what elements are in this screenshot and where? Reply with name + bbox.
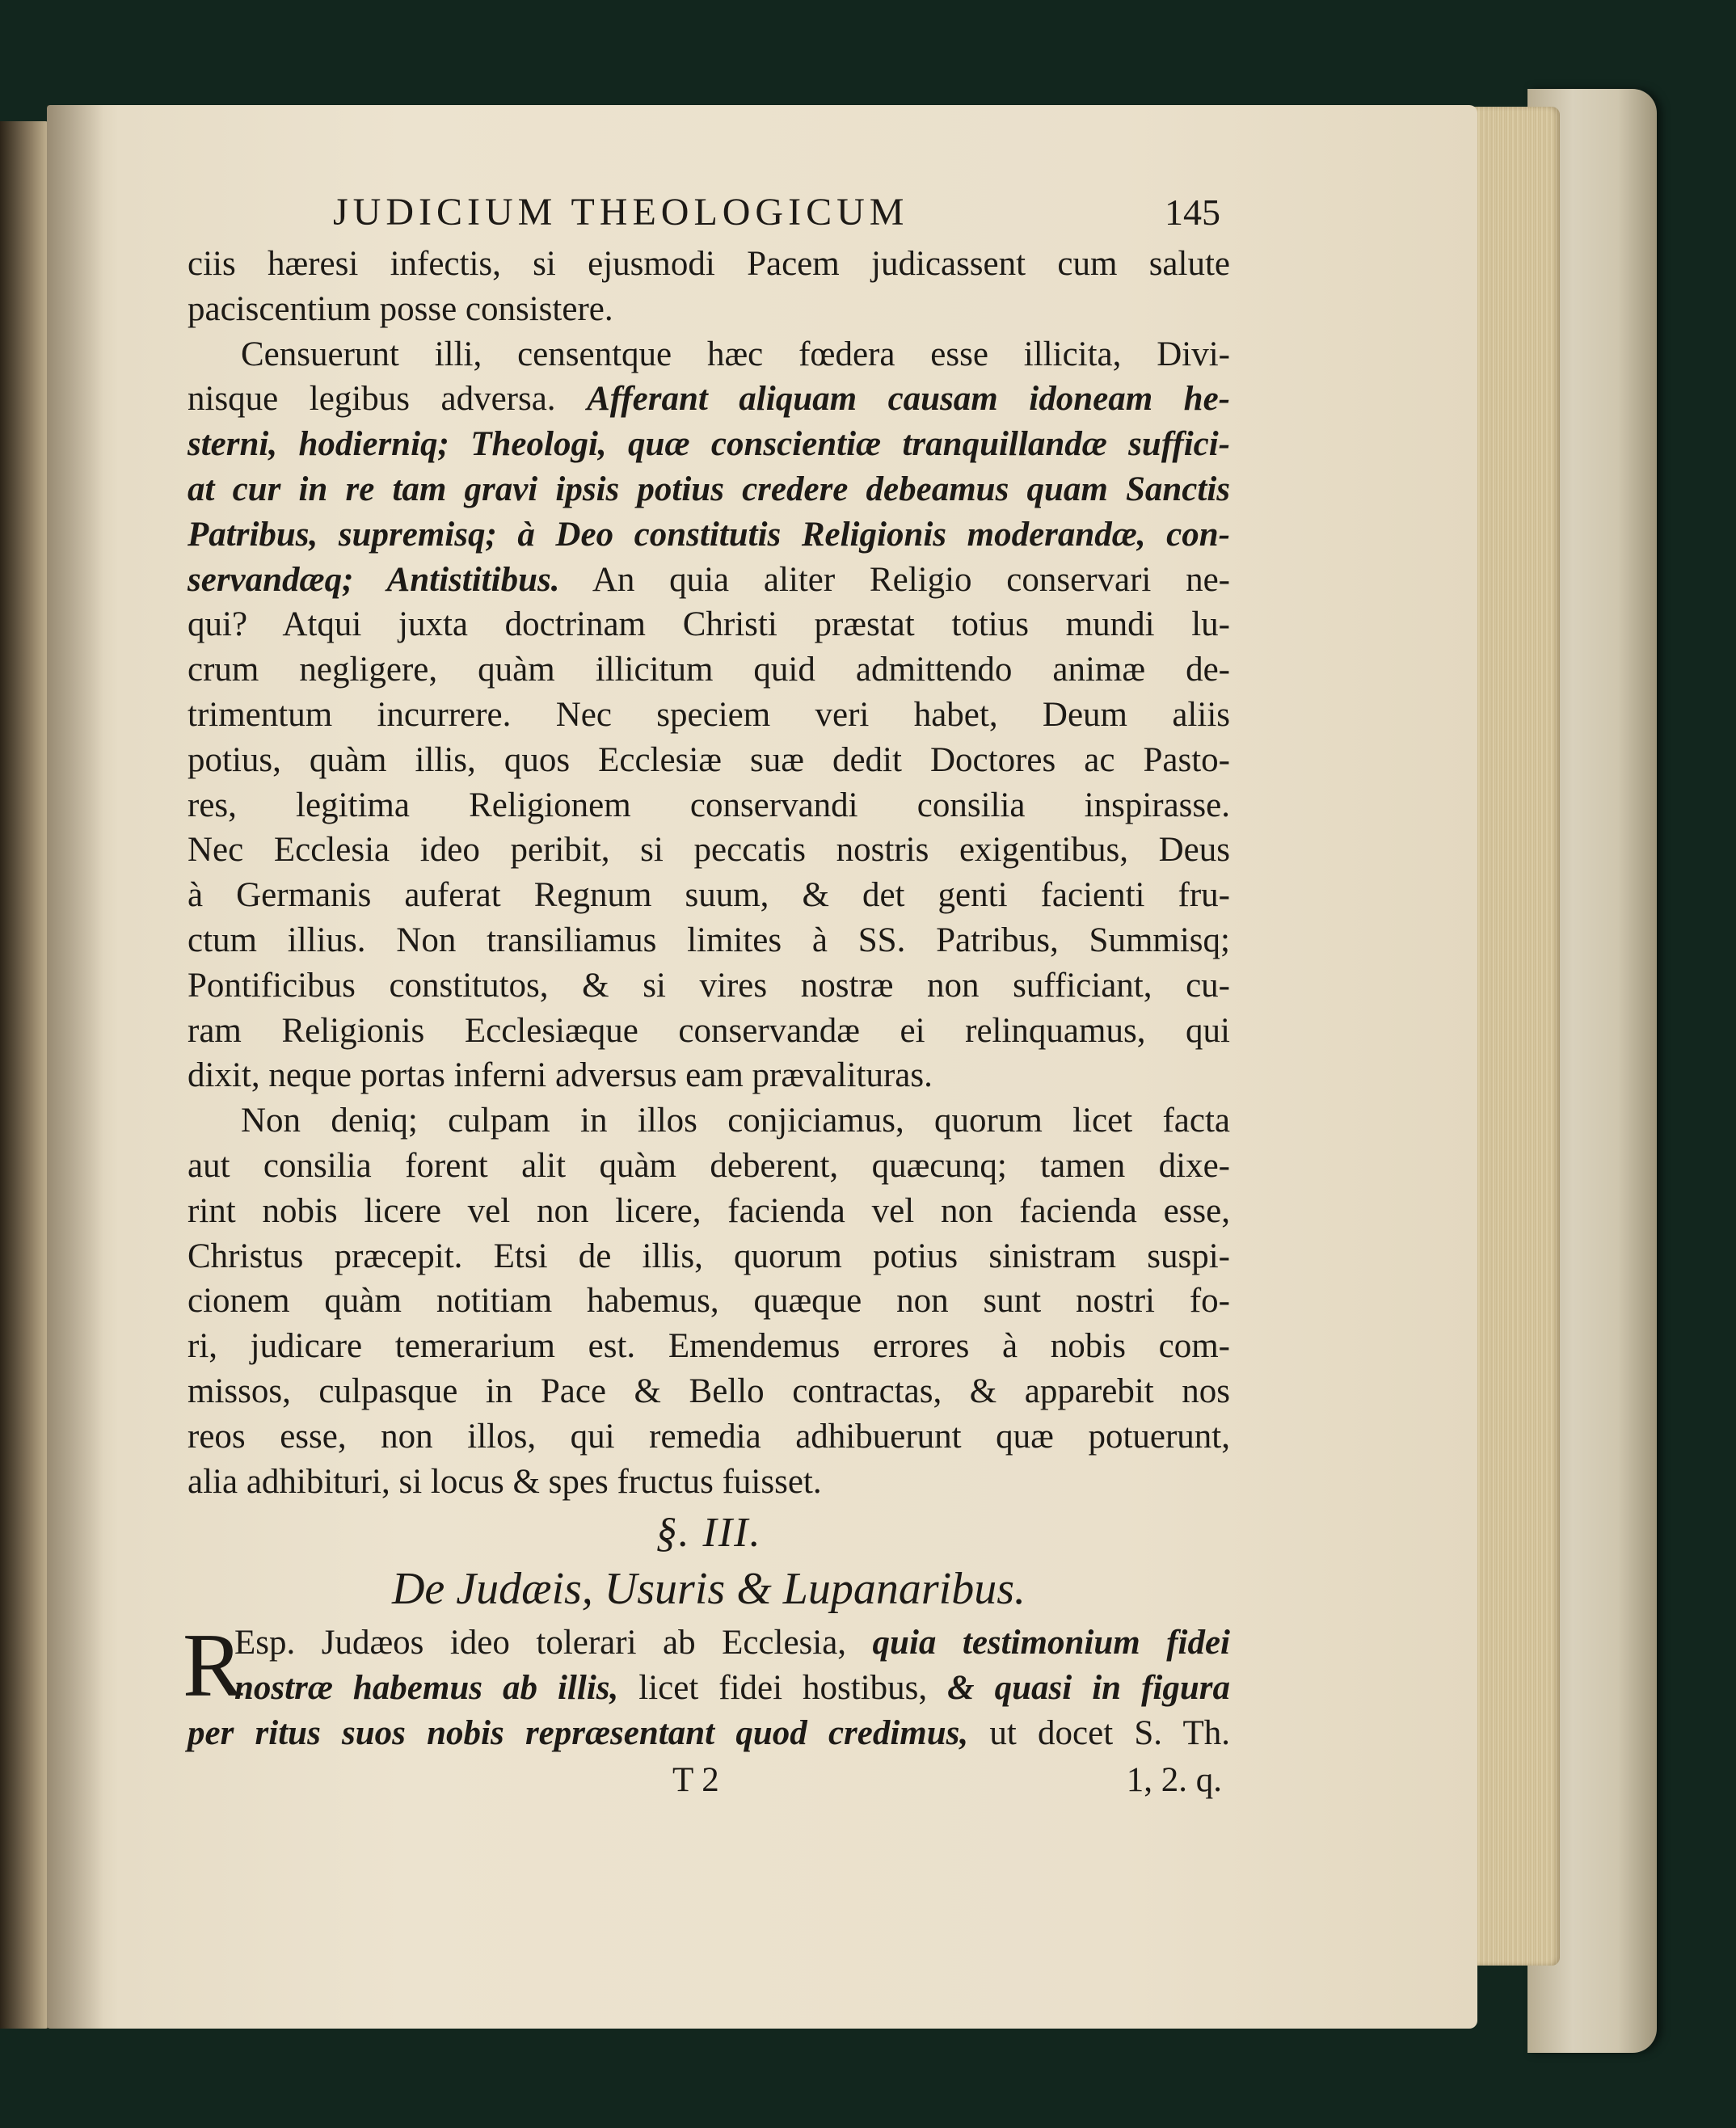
text-line: ciis hæresi infectis, si ejusmodi Pacem judicassent cum salute: [188, 245, 1230, 283]
roman-span: à Germanis auferat Regnum suum, & det genti facienti fru-: [188, 876, 1230, 915]
response-paragraph: [183, 1616, 1230, 1755]
page-header: [188, 190, 1230, 238]
roman-span: ram Religionis Ecclesiæque conservandæ ei relinquamus, qui: [188, 1011, 1230, 1050]
text-line: cionem quàm notitiam habemus, quæque non sunt nostri fo-: [188, 1282, 1230, 1321]
text-line: aut consilia forent alit quàm deberent, quæcunq; tamen dixe-: [188, 1146, 1230, 1185]
italic-span: quia testimonium fidei: [872, 1624, 1230, 1662]
text-line: Non deniq; culpam in illos conjiciamus, quorum licet facta: [241, 1102, 1230, 1140]
text-line: [188, 647, 1230, 693]
signature-mark: T 2: [672, 1760, 719, 1799]
roman-span: ctum illius. Non transiliamus limites à SS. Patribus, Summisq;: [188, 921, 1230, 959]
text-line: [188, 828, 1230, 873]
text-line: paciscentium posse consistere.: [188, 289, 613, 328]
running-head: JUDICIUM THEOLOGICUM: [333, 191, 909, 234]
roman-span: licet fidei hostibus,: [638, 1668, 948, 1707]
roman-span: An quia aliter Religio conservari ne-: [559, 560, 1230, 599]
text-line: [188, 512, 1230, 558]
text-line: reos esse, non illos, qui remedia adhibuerunt quæ potuerunt,: [188, 1417, 1230, 1456]
text-line: [188, 693, 1230, 738]
text-line: [234, 1666, 1230, 1711]
section-title: De Judæis, Usuris & Lupanaribus.: [391, 1564, 1026, 1615]
page-text-block: [183, 190, 1230, 1803]
italic-span: sterni, hodierniq; Theologi, quæ conscientiæ tranquillandæ suffici-: [188, 425, 1230, 464]
gutter-shadow: [47, 105, 103, 2029]
response-lines: [188, 1620, 1230, 1755]
paragraph-3: [188, 1098, 1230, 1504]
text-line: missos, culpasque in Pace & Bello contractas, & apparebit nos: [188, 1372, 1230, 1410]
roman-span: nisque legibus adversa.: [188, 380, 588, 419]
roman-span: crum negligere, quàm illicitum quid admittendo animæ de-: [188, 651, 1230, 689]
roman-span: trimentum incurrere. Nec speciem veri habet, Deum aliis: [188, 695, 1230, 734]
roman-span: potius, quàm illis, quos Ecclesiæ suæ dedit Doctores ac Pasto-: [188, 740, 1230, 779]
italic-span: servandæq; Antistitibus.: [188, 560, 560, 599]
catchword: 1, 2. q.: [1126, 1760, 1222, 1799]
text-line: [188, 377, 1230, 422]
text-line: rint nobis licere vel non licere, facienda vel non facienda esse,: [188, 1191, 1230, 1230]
text-line: [234, 1620, 1230, 1666]
text-line: [188, 332, 1230, 377]
page-number: 145: [1165, 192, 1220, 233]
text-line: alia adhibituri, si locus & spes fructus fuisset.: [188, 1462, 822, 1501]
text-line: [188, 1711, 1230, 1756]
text-line: ri, judicare temerarium est. Emendemus errores à nobis com-: [188, 1327, 1230, 1366]
italic-span: & quasi in figura: [947, 1668, 1230, 1707]
italic-span: per ritus suos nobis repræsentant quod credimus,: [188, 1713, 990, 1752]
text-line: [188, 467, 1230, 512]
section-number: §. III.: [655, 1510, 762, 1557]
drop-cap: R: [183, 1616, 243, 1717]
roman-span: Esp. Judæos ideo tolerari ab Ecclesia,: [234, 1624, 873, 1662]
text-line: [188, 1053, 1230, 1098]
text-line: [188, 963, 1230, 1009]
text-line: [188, 918, 1230, 963]
paragraph-2: [188, 332, 1230, 1099]
roman-span: Nec Ecclesia ideo peribit, si peccatis nostris exigentibus, Deus: [188, 831, 1230, 870]
text-line: [188, 783, 1230, 828]
page-footer: [188, 1758, 1230, 1803]
italic-span: Patribus, supremisq; à Deo constitutis Religionis moderandæ, con-: [188, 515, 1230, 554]
text-line: [188, 1009, 1230, 1054]
text-line: [188, 422, 1230, 467]
roman-span: qui? Atqui juxta doctrinam Christi præstat totius mundi lu-: [188, 605, 1230, 644]
paragraph-1: [188, 242, 1230, 332]
italic-span: Afferant aliquam causam idoneam he-: [587, 380, 1230, 419]
text-line: [188, 602, 1230, 647]
roman-span: ut docet S. Th.: [989, 1713, 1230, 1752]
italic-span: at cur in re tam gravi ipsis potius credere debeamus quam Sanctis: [188, 470, 1230, 508]
text-line: Christus præcepit. Etsi de illis, quorum potius sinistram suspi-: [188, 1237, 1230, 1275]
roman-span: Pontificibus constitutos, & si vires nostræ non sufficiant, cu-: [188, 966, 1230, 1005]
italic-span: nostræ habemus ab illis,: [234, 1668, 639, 1707]
roman-span: dixit, neque portas inferni adversus eam prævalituras.: [188, 1056, 933, 1095]
left-page-edge: [0, 121, 50, 2029]
roman-span: res, legitima Religionem conservandi consilia inspirasse.: [188, 786, 1230, 824]
roman-span: Censuerunt illi, censentque hæc fœdera esse illicita, Divi-: [241, 335, 1230, 373]
text-line: [188, 873, 1230, 918]
text-line: [188, 738, 1230, 783]
text-line: [188, 558, 1230, 603]
